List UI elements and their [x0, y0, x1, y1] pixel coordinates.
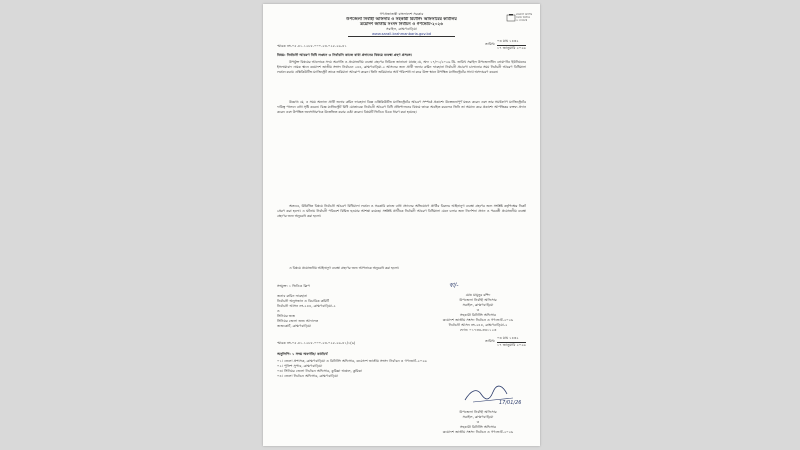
signer-name: মোঃ মামুনুর রশিদ: [465, 293, 491, 297]
copy-list-item: ০৪। জেলা নির্বাচন অফিসার, ব্রাহ্মণবাড়িয়া: [277, 374, 339, 378]
copy-list-item: ০১। জেলা প্রশাসক, ব্রাহ্মণবাড়িয়া ও রিটার্নিং অফিসার, ত্রয়োদশ জাতীয় সংসদ নির্বাচন ও গণভোট-২০২৬: [277, 359, 427, 363]
attachment: সংযুক্ত: ১ ভিডিও ক্লিপ: [277, 284, 310, 288]
signer-place: সরাইল, ব্রাহ্মণবাড়িয়া: [462, 303, 494, 307]
copy-date-english: ১৭ জানুয়ারি ২০২৬: [497, 343, 526, 347]
signer-phone: ফোন: ০১৭৩৩-৩৩১১২৩: [459, 328, 497, 332]
logo-text-3: ও গণভোট: [516, 19, 528, 22]
copy-list-heading: অনুলিপি: ১ সদয় অবগতি/ কার্যার্থে: [277, 352, 328, 356]
signer2-election: ত্রয়োদশ জাতীয় সংসদ নির্বাচন ও গণভোট-২০২৬: [442, 430, 514, 434]
recipient-role: নির্বাচনী অনুসন্ধান ও বিচারিক কমিটি: [277, 299, 330, 303]
signer2-and: ও: [476, 420, 480, 424]
recipient-location: জজকোর্ট, ব্রাহ্মণবাড়িয়া: [277, 324, 312, 328]
date-bangla: ০৩ মাঘ ১৪৩২: [497, 39, 519, 43]
document-page: [263, 4, 540, 446]
signature-handwriting: স্বা/-: [449, 282, 459, 289]
logo-text-1: ত্রয়োদশ জাতীয়: [516, 13, 533, 16]
signer2-asst-ro: সহকারী রিটার্নিং অফিসার: [460, 425, 496, 429]
recipient-court: সিনিয়র জজ: [277, 314, 296, 318]
signer-election: ত্রয়োদশ জাতীয় সংসদ নির্বাচন ও গণভোট-২০২৬: [442, 318, 514, 322]
signer-seat: নির্বাচনী আসন নং-২৪৪, ব্রাহ্মণবাড়িয়া-২: [448, 323, 508, 327]
copy-list-item: ০২। পুলিশ সুপার, ব্রাহ্মণবাড়িয়া: [277, 364, 323, 368]
body-paragraph-2: উল্লেখ্য যে, এ সময় অন্যান্য প্রার্থী জনাব রুমিন ফারহানা বিজ্ঞ এক্সিকিউটিভ ম্যাজিস্ট্রেটের আচরণ সম্পর্কে প্রকাশ্যে উত্তেজনাপূর্ণ মন্তব্য করেন এবং তার সমর্থকগণ ম্যাজিস্ট্রেটের দায়িত্ব পালনে বাধা সৃষ্টি করেন। বিজ্ঞ ম্যাজিস্ট্রেট বিধি মোতাবেক নির্বাচনী আচরণ বিধি প্রতিপালনের বিষয়ে তাকে অবহিত করলেও তিনি তা অমান্য করে প্রকাশ্যে আপত্তিকর বক্তব্য প্রদান করেন এবং উপস্থিত জনসাধারণকে উত্তেজিত করার চেষ্টা করেন। বিষয়টি ভিডিও চিত্রে ধারণ করা হয়েছে।: [277, 100, 526, 115]
office-line: উপজেলা নির্বাহী অফিসার ও সহকারী রিটার্নিং অফিসারের কার্যালয়: [346, 17, 457, 21]
date-label: তারিখ:: [485, 42, 496, 46]
signer-asst-ro: সহকারী রিটার্নিং অফিসার: [460, 313, 496, 317]
recipient-seat: নির্বাচনী আসন নং-২৪৪, ব্রাহ্মণবাড়িয়া-২: [277, 304, 336, 308]
signer2-place: সরাইল, ব্রাহ্মণবাড়িয়া: [462, 415, 494, 419]
copy-list-item: ০৩। সিনিয়র জেলা নির্বাচন অফিসার, কুমিল্লা অঞ্চল, কুমিল্লা: [277, 369, 362, 373]
signature-date: 17/01/26: [499, 400, 522, 406]
copy-memo-number: স্মারক নং-০৫.৪১.১২৮৫.০০০.২৩.০২৫.২৬-৪১/১(৬): [277, 341, 356, 345]
location-line: সরাইল, ব্রাহ্মণবাড়িয়া: [386, 27, 417, 31]
body-paragraph-3: অতএব, উল্লিখিত বিষয়ে নির্বাচনী আচরণ বিধিমালা লঙ্ঘন ও সরকারি কাজে বাধা প্রদানের অভিযোগে প্রার্থীর বিরুদ্ধে আইনানুগ ব্যবস্থা গ্রহণের জন্য সংশ্লিষ্ট কর্তৃপক্ষের নিকট প্রেরণ করা হলো। এ ঘটনায় নির্বাচনী পরিবেশ বিঘ্নিত হওয়ার আশঙ্কা রয়েছে। সংশ্লিষ্ট প্রার্থীকে নির্বাচনী আচরণ বিধিমালা মেনে চলার জন্য নির্দেশনা প্রদান ও পরবর্তী প্রয়োজনীয় ব্যবস্থা গ্রহণের জন্য অনুরোধ করা হলো।: [277, 204, 526, 219]
logo-text-2: সংসদ নির্বাচন: [516, 16, 531, 19]
signer-and: ও: [476, 308, 480, 312]
signer-designation: উপজেলা নির্বাহী অফিসার: [459, 298, 497, 302]
election-line: ত্রয়োদশ জাতীয় সংসদ নির্বাচন ও গণভোট-২০২৬: [360, 22, 443, 26]
recipient-and: ও: [277, 309, 280, 313]
subject: বিষয়: নির্বাচনী আচরণ বিধি লঙ্ঘন ও নির্বাচনি কাজে বাধা প্রদানের বিষয়ে ব্যবস্থা গ্রহণ প্রসঙ্গে।: [277, 53, 412, 57]
body-paragraph-1: উপর্যুক্ত বিষয়ের আলোকে সদয় অবগতি ও প্রয়োজনীয় ব্যবস্থা গ্রহণের নিমিত্তে জানানো যাচ্ছে যে, অদ্য ১৭/০১/২০২৬ খ্রি. তারিখ সরাইল উপজেলাধীন নোয়াগাঁও ইউনিয়নের ইসলামাবাদ নামক স্থানে ত্রয়োদশ জাতীয় সংসদ নির্বাচনে ২৪৪, ব্রাহ্মণবাড়িয়া-২ আসনের জন্য প্রার্থী জনাব রুমিন ফারহানা নির্বাচনী প্রচারণা চালানোর সময় নির্বাচনী আচরণ বিধিমালা লঙ্ঘন করায় এক্সিকিউটিভ ম্যাজিস্ট্রেট তাকে জরিমানা আরোপ করেন। তিনি জরিমানার অর্থ পরিশোধ না করে উক্ত স্থানে উপস্থিত ম্যাজিস্ট্রেটের সাথে অসদাচরণ করেন।: [277, 60, 526, 75]
copy-date-bangla: ০৩ মাঘ ১৪৩২: [497, 336, 519, 340]
date-english: ১৭ জানুয়ারি ২০২৬: [497, 46, 526, 50]
body-paragraph-4: এ বিষয়ে প্রয়োজনীয় আইনানুগ ব্যবস্থা গ্রহণের জন্য আপনাকে অনুরোধ করা হলো।: [289, 266, 400, 270]
recipient-court-2: সিনিয়র জেলা জজ আদালত: [277, 319, 319, 323]
recipient-name: জনাব রুমিন ফারহানা: [277, 294, 308, 298]
govt-line: গণপ্রজাতন্ত্রী বাংলাদেশ সরকার: [379, 12, 424, 16]
memo-number: স্মারক নং-০৫.৪১.১২৮৫.০০০.২৩.০২৫.২৬-৪১: [277, 44, 347, 48]
signer2-designation: উপজেলা নির্বাহী অফিসার: [459, 410, 497, 414]
copy-date-label: তারিখ:: [485, 339, 496, 343]
website-link[interactable]: www.sarail.brahmanbaria.gov.bd: [348, 32, 455, 37]
